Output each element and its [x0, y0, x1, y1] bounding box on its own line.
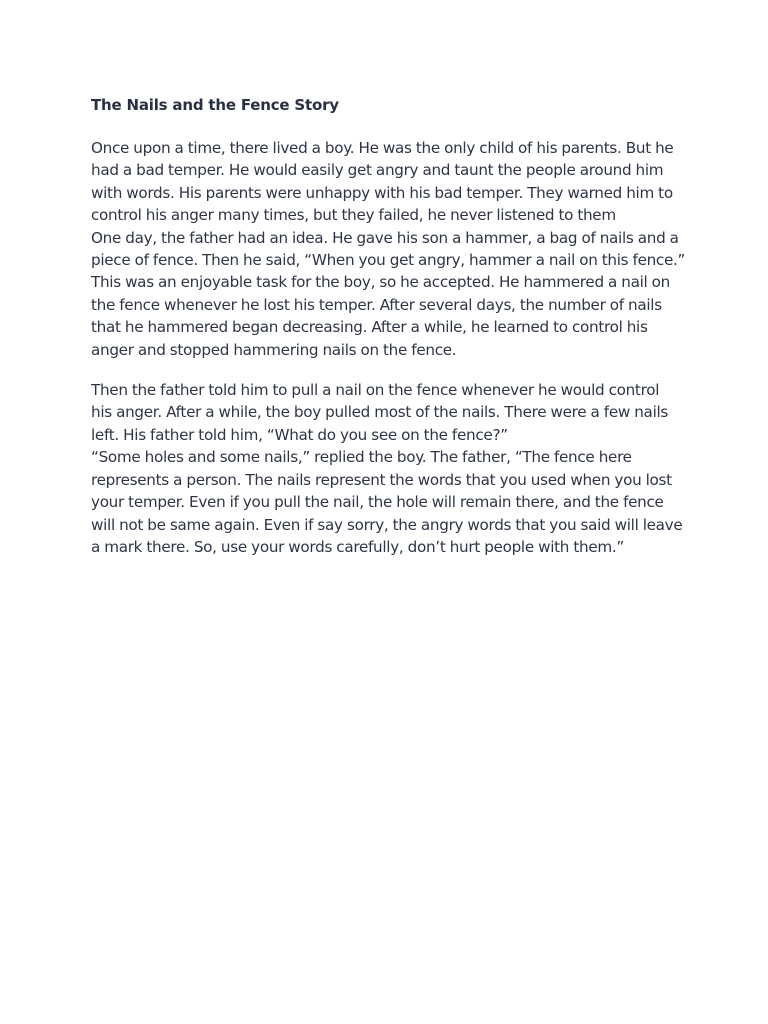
text-line: left. His father told him, “What do you see on the fence?” [91, 425, 508, 444]
text-line: This was an enjoyable task for the boy, so he accepted. He hammered a nail on [91, 273, 670, 292]
text-line: that he hammered began decreasing. After a while, he learned to control his [91, 318, 648, 337]
text-line: with words. His parents were unhappy with his bad temper. They warned him to [91, 183, 673, 202]
document-page [91, 94, 686, 576]
document-title: The Nails and the Fence Story [91, 96, 339, 114]
text-line: his anger. After a while, the boy pulled most of the nails. There were a few nails [91, 403, 669, 422]
text-line: “Some holes and some nails,” replied the boy. The father, “The fence here [91, 448, 632, 467]
text-line: control his anger many times, but they failed, he never listened to them [91, 206, 616, 225]
text-line: piece of fence. Then he said, “When you get angry, hammer a nail on this fence.” [91, 251, 686, 270]
paragraph-1 [91, 137, 686, 361]
paragraph-2 [91, 379, 681, 558]
text-line: the fence whenever he lost his temper. After several days, the number of nails [91, 295, 662, 314]
text-line: One day, the father had an idea. He gave his son a hammer, a bag of nails and a [91, 228, 679, 247]
text-line: anger and stopped hammering nails on the fence. [91, 340, 457, 359]
text-line: will not be same again. Even if say sorry, the angry words that you said will leave [91, 515, 683, 534]
text-line: Once upon a time, there lived a boy. He was the only child of his parents. But he [91, 139, 674, 157]
text-line: Then the father told him to pull a nail on the fence whenever he would control [91, 381, 660, 400]
text-line: represents a person. The nails represent the words that you used when you lost [91, 470, 672, 489]
text-line: a mark there. So, use your words carefully, don’t hurt people with them.” [91, 537, 624, 556]
text-line: your temper. Even if you pull the nail, the hole will remain there, and the fence [91, 493, 664, 512]
text-line: had a bad temper. He would easily get angry and taunt the people around him [91, 161, 664, 180]
